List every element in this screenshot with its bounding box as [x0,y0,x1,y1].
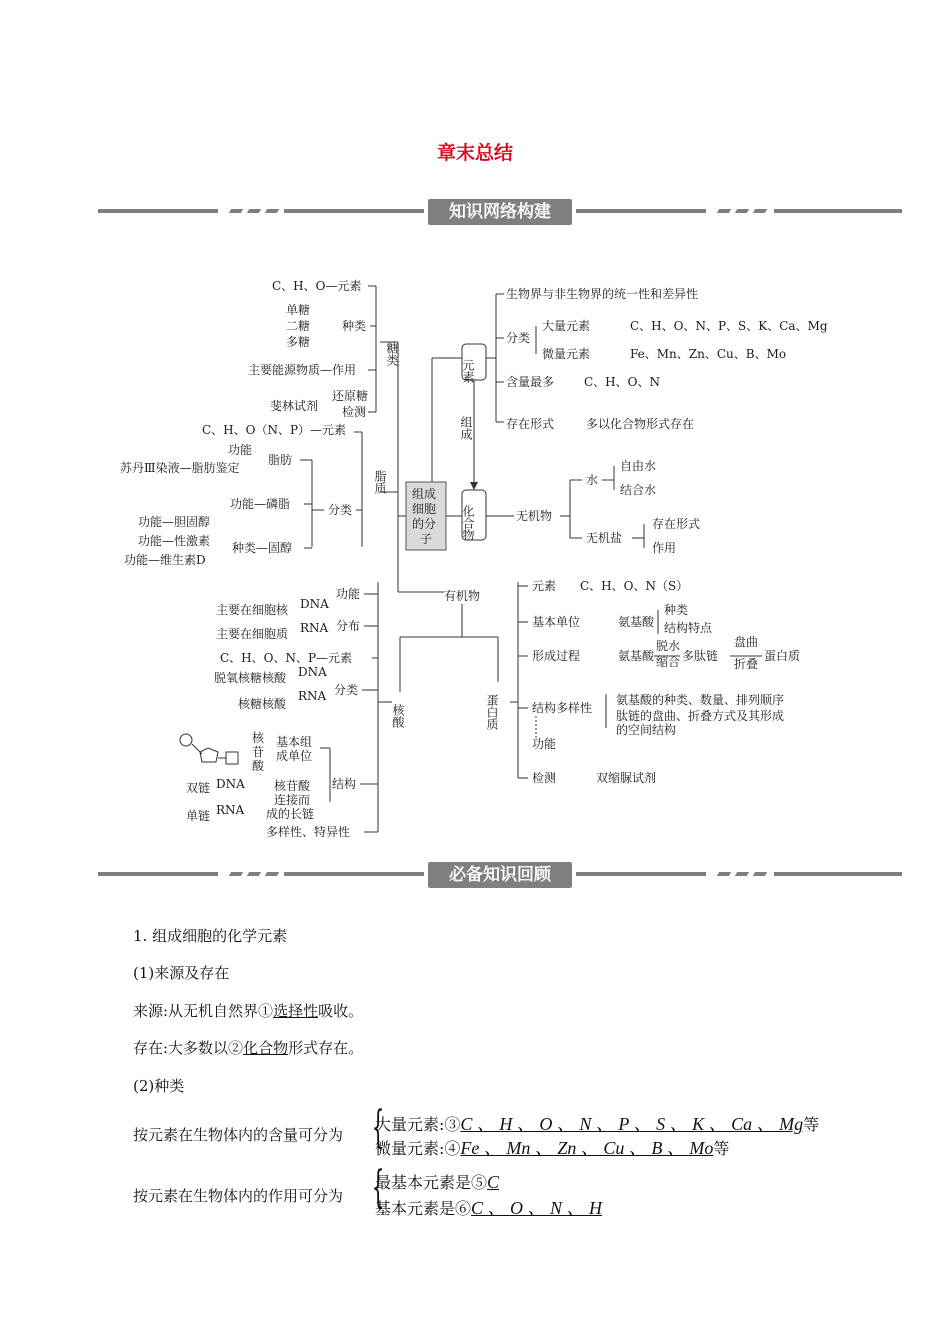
hesuan-zhi: 主要在细胞质 [216,627,289,641]
hesuan-fenbu: 分布 [336,619,361,633]
svg-text:苷: 苷 [252,745,265,759]
youji-label: 有机物 [444,589,481,603]
huahewu-node: 化合物 [461,505,475,541]
tang-er: 二糖 [286,319,311,333]
svg-text:的分: 的分 [412,517,437,531]
pr-tuoshui: 脱水 [656,639,681,653]
pr-anji-1: 氨基酸 [618,615,655,629]
pr-gongneng: 功能 [532,737,557,751]
yr-fenlei: 分类 [506,331,531,345]
wuji-jiehe: 结合水 [620,483,657,497]
protein-label: 蛋白质 [485,694,499,730]
yr-hanliang-list: C、H、O、N [584,375,660,389]
pr-panqu: 盘曲 [734,635,759,649]
answer-3: C 、 H 、 O 、 N 、 P 、 S 、 K 、 Ca 、 Mg [460,1114,804,1134]
pr-shiji: 双缩脲试剂 [596,771,657,785]
tang-jiance: 检测 [342,405,367,419]
zhizhi-guchun: 种类—固醇 [232,541,293,555]
pr-xingcheng: 形成过程 [532,649,581,663]
svg-text:成的长链: 成的长链 [266,807,315,821]
yr-weiliang-list: Fe、Mn、Zn、Cu、B、Mo [630,347,787,361]
gc-1: 功能—胆固醇 [138,515,211,529]
pr-tedian: 结构特点 [664,621,713,635]
zhizhi-gongneng: 功能 [228,443,253,457]
svg-text:细胞: 细胞 [412,502,437,516]
hesuan-jiben-1: 基本组 [276,735,313,749]
pr-zhedie: 折叠 [734,657,759,671]
review-h3: (2)种类 [133,1077,185,1095]
hesuan-he: 主要在细胞核 [216,603,289,617]
hesuan-elements: C、H、O、N、P—元素 [220,651,353,665]
tang-elements: C、H、O—元素 [272,279,362,293]
by-role-label: 按元素在生物体内的作用可分为 [133,1187,344,1205]
major-row: 大量元素:③C 、 H 、 O 、 N 、 P 、 S 、 K 、 Ca 、 Mg等 [375,1114,820,1134]
pr-jiance: 检测 [532,771,557,785]
hesuan-shuang: 双链 [186,781,211,795]
hesuan-label: 核酸 [391,704,405,728]
tang-duo: 多糖 [286,335,311,349]
review-h2: (1)来源及存在 [133,964,230,982]
hesuan-tuoyang: 脱氧核糖核酸 [214,671,287,685]
gc-2: 功能—性激素 [138,534,211,548]
hesuan-dna-1: DNA [300,597,329,611]
hesuan-hegan-1: 核 [252,731,265,745]
tang-dan: 单糖 [286,303,311,317]
answer-4: Fe 、 Mn 、 Zn 、 Cu 、 B 、 Mo [460,1138,714,1158]
zhizhi-linzhi: 功能—磷脂 [230,497,291,511]
pr-d3: 的空间结构 [616,723,677,737]
review-source: 来源:从无机自然界①选择性吸收。 [133,1002,364,1020]
svg-text:酸: 酸 [252,759,265,773]
zhizhi-sudan: 苏丹Ⅲ染液—脂肪鉴定 [120,461,240,475]
svg-text:成单位: 成单位 [276,749,313,763]
zhizhi-label: 脂质 [373,470,387,494]
answer-2: 化合物 [243,1039,289,1057]
hesuan-duoyang: 多样性、特异性 [266,825,351,839]
brace-1: { [371,1102,385,1153]
section-title-review: 必备知识回顾 [428,862,572,888]
pr-elements-val: C、H、O、N（S） [580,579,689,593]
minor-row: 微量元素:④Fe 、 Mn 、 Zn 、 Cu 、 B 、 Mo等 [375,1138,730,1158]
tang-energy: 主要能源物质—作用 [248,363,357,377]
section-banner-network [98,199,902,225]
basic-row: 基本元素是⑥C 、 O 、 N 、 H [375,1198,603,1218]
hesuan-rna-2: RNA [298,689,327,703]
pr-zhonglei: 种类 [664,603,689,617]
wuji-ziyou: 自由水 [620,459,657,473]
tang-huanyuan: 还原糖 [332,389,369,403]
pr-anji-2: 氨基酸 [618,649,655,663]
yr-cunzai: 存在形式 [506,417,555,431]
center-label-1: 组成 [412,487,437,501]
yuansu-node: 元素 [461,359,475,383]
hesuan-jiegou: 结构 [332,777,357,791]
pr-duoyang: 结构多样性 [532,701,593,715]
hesuan-rna-3: RNA [216,803,245,817]
basic-most-row: 最基本元素是⑤C [375,1172,500,1192]
tang-feilin: 斐林试剂 [270,399,319,413]
hesuan-dna-3: DNA [216,777,245,791]
yr-hanliang: 含量最多 [506,375,555,389]
answer-5: C [487,1172,500,1192]
tang-label: 糖类 [385,342,399,366]
zhizhi-zhifang: 脂肪 [268,453,293,467]
section-title-network: 知识网络构建 [428,199,572,225]
pr-danbai: 蛋白质 [764,649,801,663]
gc-3: 功能—维生素D [124,553,206,567]
zhizhi-fenlei: 分类 [328,503,353,517]
review-exist: 存在:大多数以②化合物形式存在。 [133,1039,364,1057]
svg-text:子: 子 [420,532,433,546]
hesuan-hetang: 核糖核酸 [238,697,287,711]
pr-jiben: 基本单位 [532,615,581,629]
wuji-shui: 水 [586,473,599,487]
yr-r1: 生物界与非生物界的统一性和差异性 [506,287,699,301]
review-h1: 1. 组成细胞的化学元素 [133,927,288,945]
knowledge-mindmap [110,262,840,842]
hesuan-rna-1: RNA [300,621,329,635]
tang-zhonglei: 种类 [342,319,367,333]
wuji-label: 无机物 [516,509,553,523]
hesuan-lj-1: 核苷酸 [274,779,311,793]
brace-2: { [371,1162,385,1213]
page-title: 章末总结 [436,142,513,164]
zhizhi-elements: C、H、O（N、P）—元素 [202,423,347,437]
yr-weiliang: 微量元素 [542,347,591,361]
yr-cunzai-val: 多以化合物形式存在 [586,417,695,431]
pr-duotai: 多肽链 [682,649,719,663]
yr-daliang: 大量元素 [542,319,591,333]
answer-1: 选择性 [273,1002,319,1020]
pr-elements: 元素 [532,579,557,593]
answer-6: C 、 O 、 N 、 H [471,1198,603,1218]
hesuan-fenlei: 分类 [334,683,359,697]
section-banner-review [98,862,902,888]
wuji-zuoyong: 作用 [652,541,677,555]
by-content-label: 按元素在生物体内的含量可分为 [133,1126,344,1144]
pr-d2: 肽链的盘曲、折叠方式及其形成 [616,709,785,723]
hesuan-dna-2: DNA [298,665,327,679]
svg-text:连接而: 连接而 [274,793,311,807]
wuji-cunzai: 存在形式 [652,517,701,531]
zucheng-label: 组成 [459,416,473,440]
wuji-yan: 无机盐 [586,531,623,545]
hesuan-gongneng: 功能 [336,587,361,601]
hesuan-dan: 单链 [186,809,211,823]
pr-d1: 氨基酸的种类、数量、排列顺序 [616,693,785,707]
pr-suohe: 缩合 [656,655,681,669]
yr-daliang-list: C、H、O、N、P、S、K、Ca、Mg [630,319,828,333]
